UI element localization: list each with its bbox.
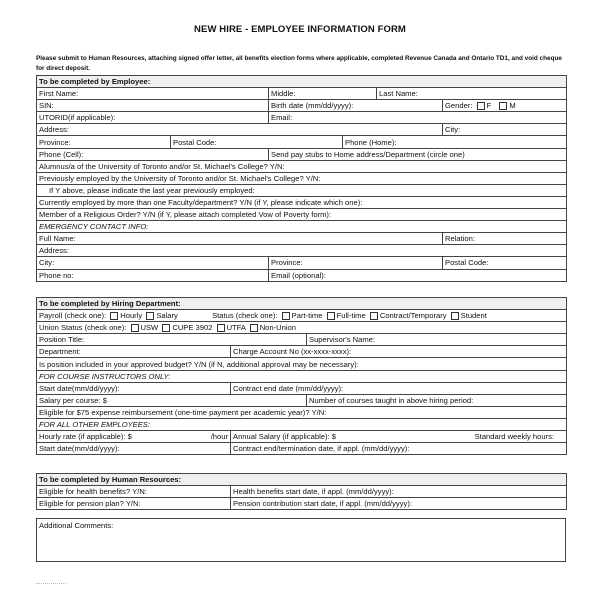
salary-per-course-field[interactable]: Salary per course: $ [37, 394, 307, 406]
pension-start-field[interactable]: Pension contribution start date, if appl. (mm/dd/yyyy): [231, 498, 567, 510]
gender-f-label: F [486, 101, 492, 111]
multi-faculty-field[interactable]: Currently employed by more than one Faculty/department? Y/N (if Y, please indicate which one): [37, 196, 567, 208]
course-instructors-heading: FOR COURSE INSTRUCTORS ONLY: [37, 370, 567, 382]
salary-checkbox[interactable] [146, 312, 154, 320]
payroll-label: Payroll (check one): [39, 311, 107, 321]
address-field[interactable]: Address: [37, 124, 443, 136]
supervisor-name-field[interactable]: Supervisor's Name: [307, 334, 567, 346]
cupe-label: CUPE 3902 [172, 323, 213, 333]
utfa-checkbox[interactable] [217, 324, 225, 332]
footer-mark [36, 583, 66, 587]
gender-m-checkbox[interactable] [499, 102, 507, 110]
first-name-field[interactable]: First Name: [37, 88, 269, 100]
sin-field[interactable]: SIN: [37, 100, 269, 112]
number-of-courses-field[interactable]: Number of courses taught in above hiring period: [307, 394, 567, 406]
gender-f-checkbox[interactable] [477, 102, 485, 110]
health-benefits-eligible-field[interactable]: Eligible for health benefits? Y/N: [37, 486, 231, 498]
birth-date-field[interactable]: Birth date (mm/dd/yyyy): [269, 100, 443, 112]
utorid-field[interactable]: UTORID(if applicable): [37, 112, 269, 124]
phone-home-field[interactable]: Phone (Home): [343, 136, 567, 148]
alumnus-field[interactable]: Alumnus/a of the University of Toronto and/or St. Michael's College? Y/N: [37, 160, 567, 172]
annual-salary-label: Annual Salary (if applicable): $ [233, 432, 336, 442]
contract-temporary-label: Contract/Temporary [379, 311, 447, 321]
emergency-full-name-field[interactable]: Full Name: [37, 233, 443, 245]
emergency-email-field[interactable]: Email (optional): [269, 269, 567, 281]
hiring-section [36, 297, 567, 455]
middle-name-field[interactable]: Middle: [269, 88, 377, 100]
full-time-label: Full-time [336, 311, 366, 321]
pension-eligible-field[interactable]: Eligible for pension plan? Y/N: [37, 498, 231, 510]
emergency-address-field[interactable]: Address: [37, 245, 567, 257]
usw-label: USW [140, 323, 159, 333]
religious-order-field[interactable]: Member of a Religious Order? Y/N (if Y, please attach completed Vow of Poverty form): [37, 209, 567, 221]
position-budget-field[interactable]: Is position included in your approved budget? Y/N (if N, additional approval may be necessary): [37, 358, 567, 370]
student-label: Student [460, 311, 487, 321]
comments-section [36, 518, 566, 562]
hiring-section-header: To be completed by Hiring Department: [37, 298, 567, 310]
cupe-checkbox[interactable] [162, 324, 170, 332]
emergency-relation-field[interactable]: Relation: [443, 233, 567, 245]
email-field[interactable]: Email: [269, 112, 567, 124]
gender-field [443, 100, 567, 112]
last-year-employed-field[interactable]: If Y above, please indicate the last year previously employed: [37, 184, 567, 196]
usw-checkbox[interactable] [131, 324, 139, 332]
all-other-employees-heading: FOR ALL OTHER EMPLOYEES: [37, 418, 567, 430]
hourly-rate-label: Hourly rate (if applicable): $ [39, 432, 132, 442]
salary-label: Salary [156, 311, 178, 321]
employee-section-header: To be completed by Employee: [37, 76, 567, 88]
annual-salary-field[interactable] [231, 431, 567, 443]
full-time-checkbox[interactable] [327, 312, 335, 320]
hr-section [36, 473, 567, 510]
standard-weekly-hours-label: Standard weekly hours: [474, 432, 554, 442]
expense-reimbursement-field[interactable]: Eligible for $75 expense reimbursement (one-time payment per academic year)? Y/N: [37, 406, 567, 418]
union-status-label: Union Status (check one): [39, 323, 127, 333]
department-field[interactable]: Department: [37, 346, 231, 358]
hr-section-header: To be completed by Human Resources: [37, 474, 567, 486]
previously-employed-field[interactable]: Previously employed by the University of Toronto and/or St. Michael's College? Y/N: [37, 172, 567, 184]
hourly-checkbox[interactable] [110, 312, 118, 320]
non-union-checkbox[interactable] [250, 324, 258, 332]
emergency-phone-field[interactable]: Phone no: [37, 269, 269, 281]
emergency-province-field[interactable]: Province: [269, 257, 443, 269]
last-name-field[interactable]: Last Name: [377, 88, 567, 100]
per-hour-label: /hour [210, 432, 228, 442]
send-pay-stubs-field[interactable]: Send pay stubs to Home address/Department (circle one) [269, 148, 567, 160]
gender-label: Gender: [445, 101, 473, 111]
emergency-postal-code-field[interactable]: Postal Code: [443, 257, 567, 269]
part-time-checkbox[interactable] [282, 312, 290, 320]
province-field[interactable]: Province: [37, 136, 171, 148]
utfa-label: UTFA [226, 323, 246, 333]
position-title-field[interactable]: Position Title: [37, 334, 307, 346]
contract-temporary-checkbox[interactable] [370, 312, 378, 320]
hourly-label: Hourly [120, 311, 143, 321]
postal-code-field[interactable]: Postal Code: [171, 136, 343, 148]
phone-cell-field[interactable]: Phone (Cell): [37, 148, 269, 160]
emergency-city-field[interactable]: City: [37, 257, 269, 269]
emergency-contact-heading: EMERGENCY CONTACT INFO: [37, 221, 567, 233]
form-title: NEW HIRE - EMPLOYEE INFORMATION FORM [194, 24, 406, 35]
status-label: Status (check one): [212, 311, 278, 321]
non-union-label: Non-Union [259, 323, 297, 333]
employee-start-date-field[interactable]: Start date(mm/dd/yyyy): [37, 443, 231, 455]
hourly-rate-field[interactable] [37, 431, 231, 443]
instructor-contract-end-field[interactable]: Contract end date (mm/dd/yyyy): [231, 382, 567, 394]
form-instructions: Please submit to Human Resources, attaching signed offer letter, all benefits election forms where applicable, completed Revenue Canada and Ontario TD1, and void cheque for direct deposit. [36, 55, 562, 72]
student-checkbox[interactable] [451, 312, 459, 320]
union-status-row [37, 322, 567, 334]
instructor-start-date-field[interactable]: Start date(mm/dd/yyyy): [37, 382, 231, 394]
payroll-status-row [37, 310, 567, 322]
part-time-label: Part-time [291, 311, 323, 321]
charge-account-field[interactable]: Charge Account No (xx-xxxx-xxxx): [231, 346, 567, 358]
contract-termination-date-field[interactable]: Contract end/termination date, if appl. (mm/dd/yyyy): [231, 443, 567, 455]
health-benefits-start-field[interactable]: Health benefits start date, if appl. (mm/dd/yyyy): [231, 486, 567, 498]
additional-comments-field[interactable]: Additional Comments: [37, 519, 566, 562]
gender-m-label: M [509, 101, 516, 111]
city-field[interactable]: City: [443, 124, 567, 136]
employee-section [36, 75, 567, 282]
